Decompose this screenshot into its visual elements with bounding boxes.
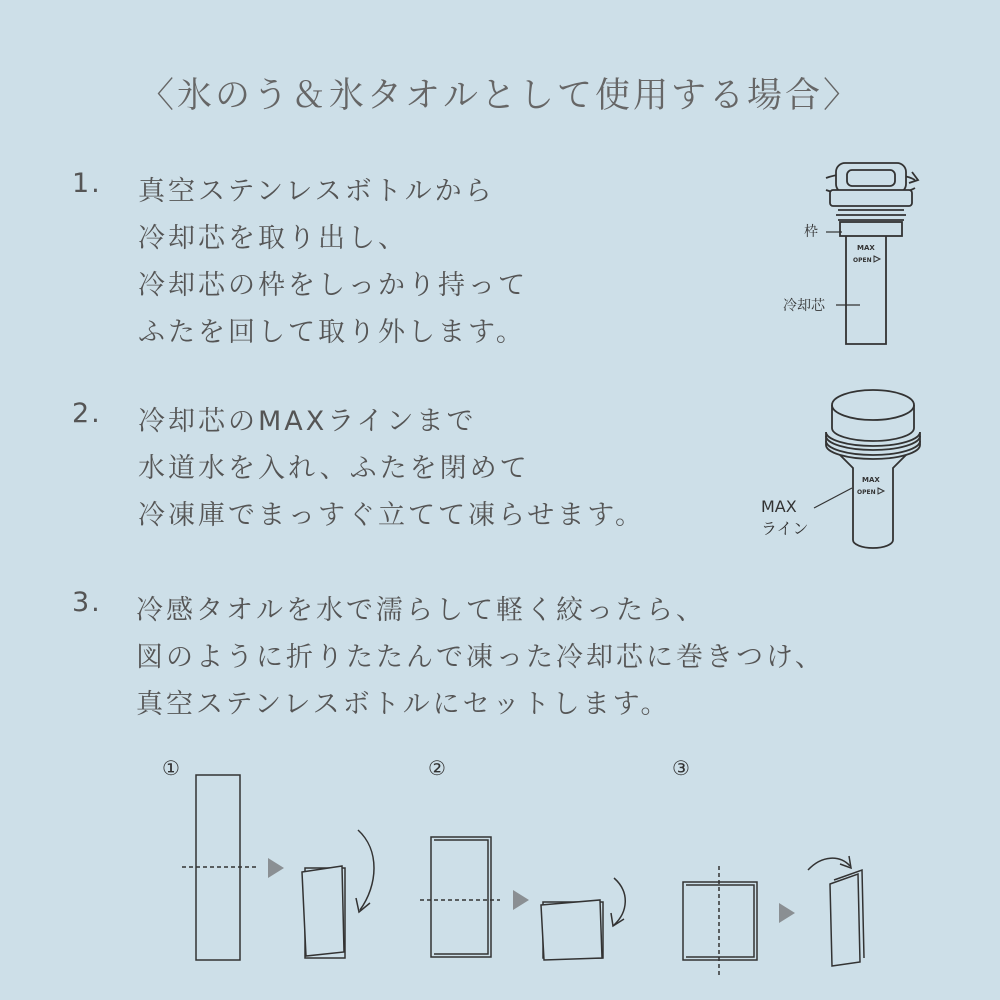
max-mark: MAX — [862, 476, 880, 484]
folded-towel — [830, 874, 860, 966]
frame-label: 枠 — [804, 224, 818, 240]
step-text-line: 真空ステンレスボトルから — [138, 176, 495, 207]
step-text-line: 冷感タオルを水で濡らして軽く絞ったら、 — [136, 595, 706, 626]
max-line-label: MAX — [761, 497, 797, 516]
max-mark: MAX — [857, 244, 875, 252]
fold-arrow-icon — [808, 858, 850, 870]
open-mark: OPEN — [853, 257, 872, 264]
core-label: 冷却芯 — [783, 298, 825, 314]
step-number: 3. — [72, 587, 102, 618]
fold-arrow-icon — [358, 830, 374, 910]
step-number: 1. — [72, 168, 102, 199]
step-text-line: ふたを回して取り外します。 — [138, 317, 526, 348]
step-text-line: 冷凍庫でまっすぐ立てて凍らせます。 — [138, 500, 646, 531]
step-text-line: 冷却芯の枠をしっかり持って — [138, 270, 528, 301]
next-step-arrow-icon — [268, 858, 284, 878]
max-line-label: ライン — [761, 519, 809, 538]
step-text-line: 冷却芯を取り出し、 — [138, 223, 408, 254]
next-step-arrow-icon — [779, 903, 795, 923]
step-number: 2. — [72, 398, 102, 429]
open-mark: OPEN — [857, 489, 876, 496]
fold-step-number: ② — [428, 756, 446, 780]
towel-square — [683, 882, 757, 960]
step-text-line: 図のように折りたたんで凍った冷却芯に巻きつけ、 — [136, 642, 825, 673]
step-text-line: 真空ステンレスボトルにセットします。 — [136, 689, 671, 720]
step-text-line: 水道水を入れ、ふたを閉めて — [138, 453, 530, 484]
fold-arrow-icon — [614, 878, 625, 925]
fold-step-number: ③ — [672, 756, 690, 780]
towel-panel — [431, 837, 491, 957]
step-text-line: 冷却芯のMAXラインまで — [138, 406, 477, 437]
page-title: 〈氷のう＆氷タオルとして使用する場合〉 — [138, 76, 861, 116]
next-step-arrow-icon — [513, 890, 529, 910]
fold-step-number: ① — [162, 756, 180, 780]
